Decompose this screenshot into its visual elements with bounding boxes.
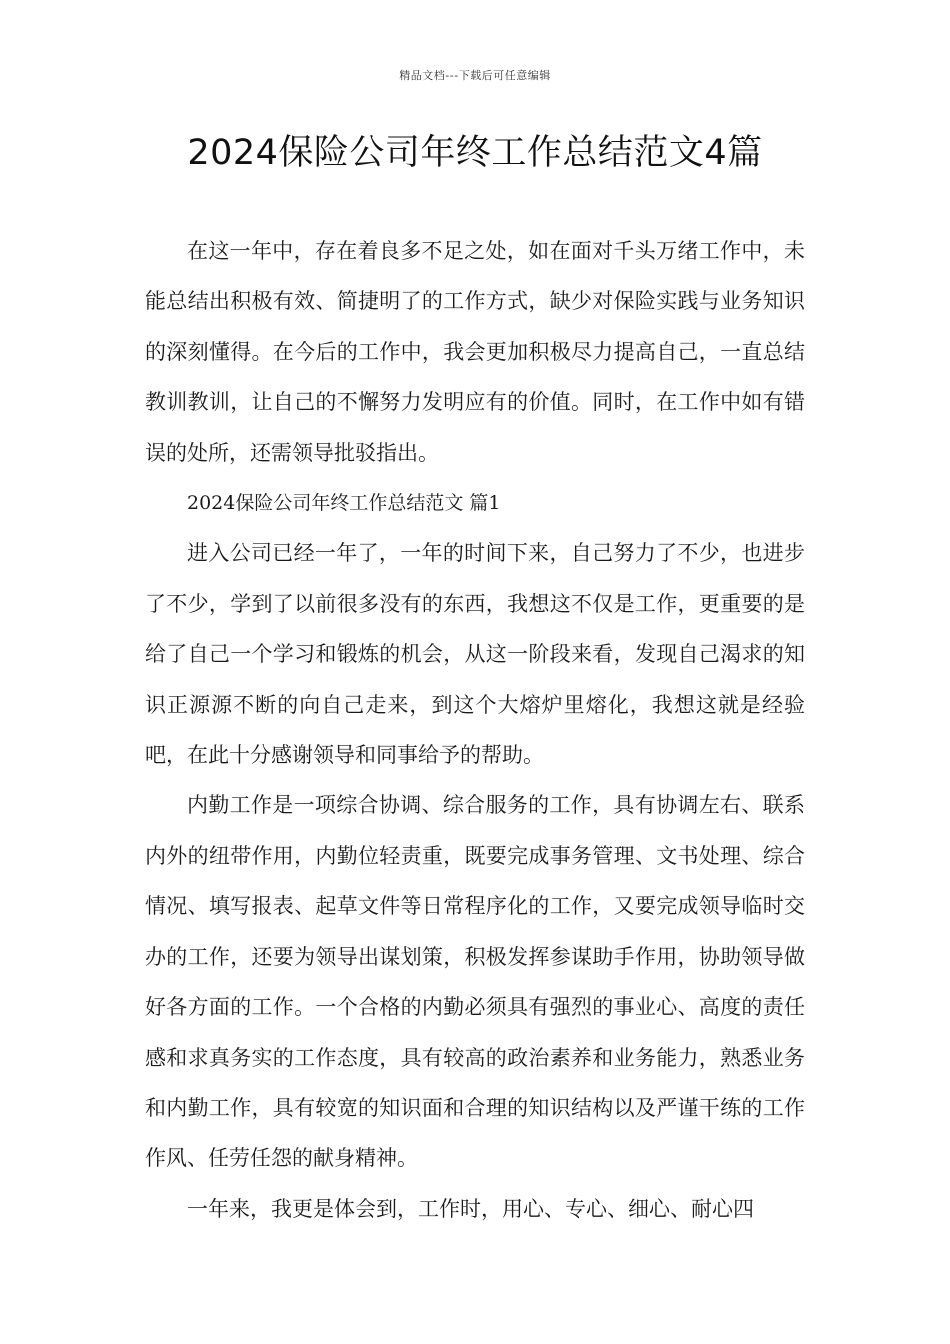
header-note: 精品文档---下载后可任意编辑 (399, 69, 551, 82)
section-heading: 2024保险公司年终工作总结范文 篇1 (187, 492, 501, 515)
paragraph-first-year: 进入公司已经一年了，一年的时间下来，自己努力了不少，也进步了不少，学到了以前很多没有的东西，我想这不仅是工作，更重要的是给了自己一个学习和锻炼的机会，从这一阶段来看，发现自己渴求的知识正源源不断的向自己走来，到这个大熔炉里熔化，我想这就是经验吧，在此十分感谢领导和同事给予的帮助。 (145, 541, 805, 768)
document-body (145, 226, 805, 1234)
paragraph-intro: 在这一年中，存在着良多不足之处，如在面对千头万绪工作中，未能总结出积极有效、简捷明了的工作方式，缺少对保险实践与业务知识的深刻懂得。在今后的工作中，我会更加积极尽力提高自己，一直总结教训教训，让自己的不懈努力发明应有的价值。同时，在工作中如有错误的处所，还需领导批驳指出。 (145, 239, 805, 465)
paragraph-internal-work: 内勤工作是一项综合协调、综合服务的工作，具有协调左右、联系内外的纽带作用，内勤位轻责重，既要完成事务管理、文书处理、综合情况、填写报表、起草文件等日常程序化的工作，又要完成领导临时交办的工作，还要为领导出谋划策，积极发挥参谋助手作用，协助领导做好各方面的工作。一个合格的内勤必须具有强烈的事业心、高度的责任感和求真务实的工作态度，具有较高的政治素养和业务能力，熟悉业务和内勤工作，具有较宽的知识面和合理的知识结构以及严谨干练的工作作风、任劳任怨的献身精神。 (145, 793, 805, 1171)
paragraph-experience: 一年来，我更是体会到，工作时，用心、专心、细心、耐心四 (187, 1196, 754, 1221)
document-title: 2024保险公司年终工作总结范文4篇 (187, 133, 763, 173)
